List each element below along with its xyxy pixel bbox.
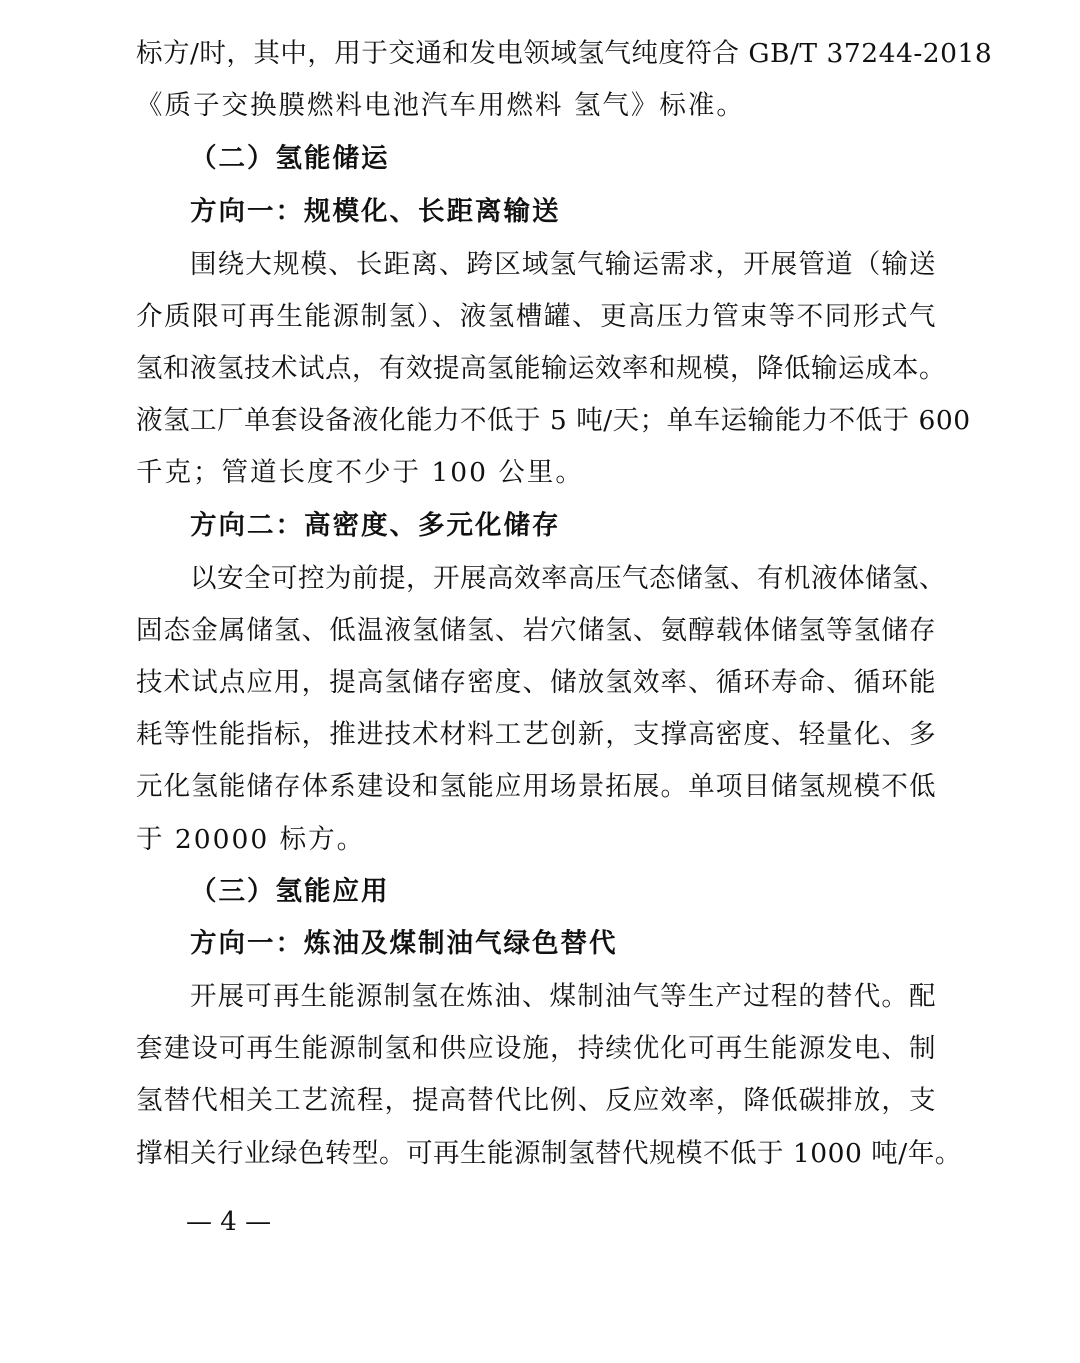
text-line: 耗等性能指标，推进技术材料工艺创新，支撑高密度、轻量化、多 [136, 719, 936, 750]
text-line: 围绕大规模、长距离、跨区域氢气输运需求，开展管道（输送 [190, 249, 936, 280]
direction-heading: 方向二：高密度、多元化储存 [190, 510, 561, 541]
text-line: 标方/时，其中，用于交通和发电领域氢气纯度符合 GB/T 37244-2018 [136, 38, 993, 69]
text-line: 以安全可控为前提，开展高效率高压气态储氢、有机液体储氢、 [190, 563, 946, 594]
text-line: 固态金属储氢、低温液氢储氢、岩穴储氢、氨醇载体储氢等氢储存 [136, 615, 936, 646]
text-line: 氢替代相关工艺流程，提高替代比例、反应效率，降低碳排放，支 [136, 1085, 936, 1116]
text-line: 元化氢能储存体系建设和氢能应用场景拓展。单项目储氢规模不低 [136, 771, 936, 802]
direction-heading: 方向一：炼油及煤制油气绿色替代 [190, 928, 618, 959]
text-line: 技术试点应用，提高氢储存密度、储放氢效率、循环寿命、循环能 [136, 667, 936, 698]
text-line: 氢和液氢技术试点，有效提高氢能输运效率和规模，降低输运成本。 [136, 353, 946, 384]
direction-heading: 方向一：规模化、长距离输送 [190, 196, 561, 227]
text-line: 撑相关行业绿色转型。可再生能源制氢替代规模不低于 1000 吨/年。 [136, 1138, 962, 1169]
section-heading: （三）氢能应用 [190, 876, 390, 907]
text-line: 介质限可再生能源制氢）、液氢槽罐、更高压力管束等不同形式气 [136, 301, 936, 332]
text-line: 于 20000 标方。 [136, 824, 366, 855]
page-number: — 4 — [186, 1207, 272, 1237]
text-line: 《质子交换膜燃料电池汽车用燃料 氢气》标准。 [136, 90, 745, 121]
text-line: 液氢工厂单套设备液化能力不低于 5 吨/天；单车运输能力不低于 600 [136, 405, 971, 436]
section-heading: （二）氢能储运 [190, 143, 390, 174]
text-line: 套建设可再生能源制氢和供应设施，持续优化可再生能源发电、制 [136, 1033, 936, 1064]
text-line: 开展可再生能源制氢在炼油、煤制油气等生产过程的替代。配 [190, 981, 936, 1012]
text-line: 千克；管道长度不少于 100 公里。 [136, 457, 584, 488]
